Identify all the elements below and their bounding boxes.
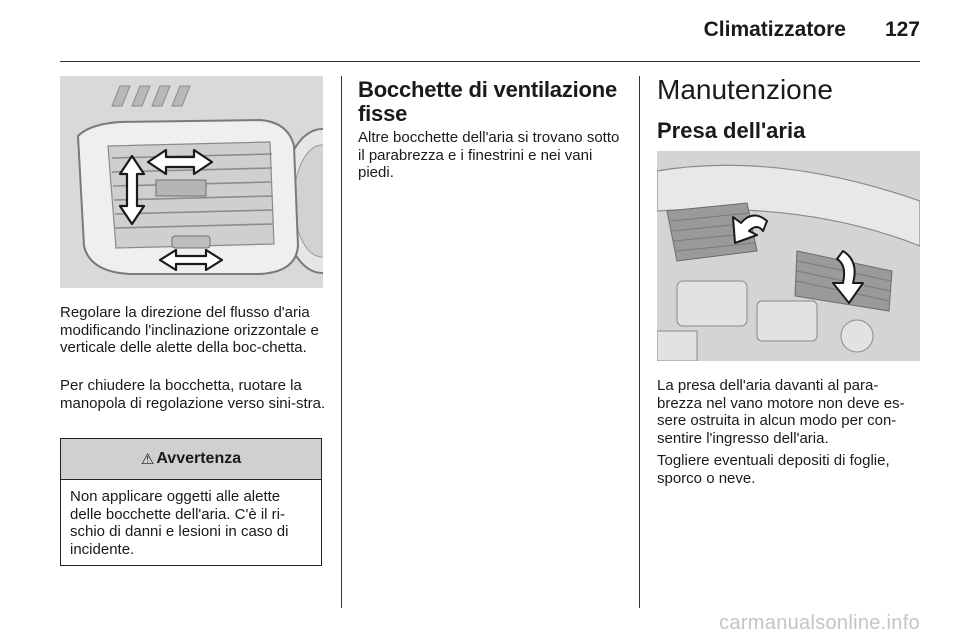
page-number: 127 xyxy=(884,18,920,41)
header-divider xyxy=(60,61,920,62)
warning-box xyxy=(60,438,322,566)
vent-direction-paragraph: Regolare la direzione del flusso d'aria modificando l'inclinazione orizzontale e verticale delle alette della boc-chetta. xyxy=(60,304,319,356)
watermark: carmanualsonline.info xyxy=(719,612,920,634)
column-divider-left xyxy=(341,76,342,608)
air-intake-subheading: Presa dell'aria xyxy=(657,118,806,143)
column-divider-right xyxy=(639,76,640,608)
warning-triangle-icon: ⚠ xyxy=(140,451,155,468)
page-header-title: Climatizzatore xyxy=(703,18,846,41)
vent-close-paragraph: Per chiudere la bocchetta, ruotare la manopola di regolazione verso sini-stra. xyxy=(60,377,326,412)
air-intake-paragraph: La presa dell'aria davanti al para-brezza nel vano motore non deve es-sere ostruita in alcun modo per con-sentire l'ingresso dell'aria. xyxy=(657,377,905,447)
maintenance-heading: Manutenzione xyxy=(657,74,833,105)
fixed-vents-text: Altre bocchette dell'aria si trovano sotto il parabrezza e i finestrini e nei vani piedi. xyxy=(358,129,620,181)
remove-debris-paragraph: Togliere eventuali depositi di foglie, sporco o neve. xyxy=(657,452,890,487)
warning-title: Avvertenza xyxy=(156,450,242,467)
fixed-vents-heading: Bocchette di ventilazione fisse xyxy=(358,77,618,126)
air-intake-illustration xyxy=(657,151,920,361)
warning-text: Non applicare oggetti alle alette delle bocchette dell'aria. C'è il ri-schio di danni e lesioni in caso di incidente. xyxy=(70,488,289,558)
warning-header xyxy=(61,439,321,480)
air-vent-illustration xyxy=(60,76,323,288)
